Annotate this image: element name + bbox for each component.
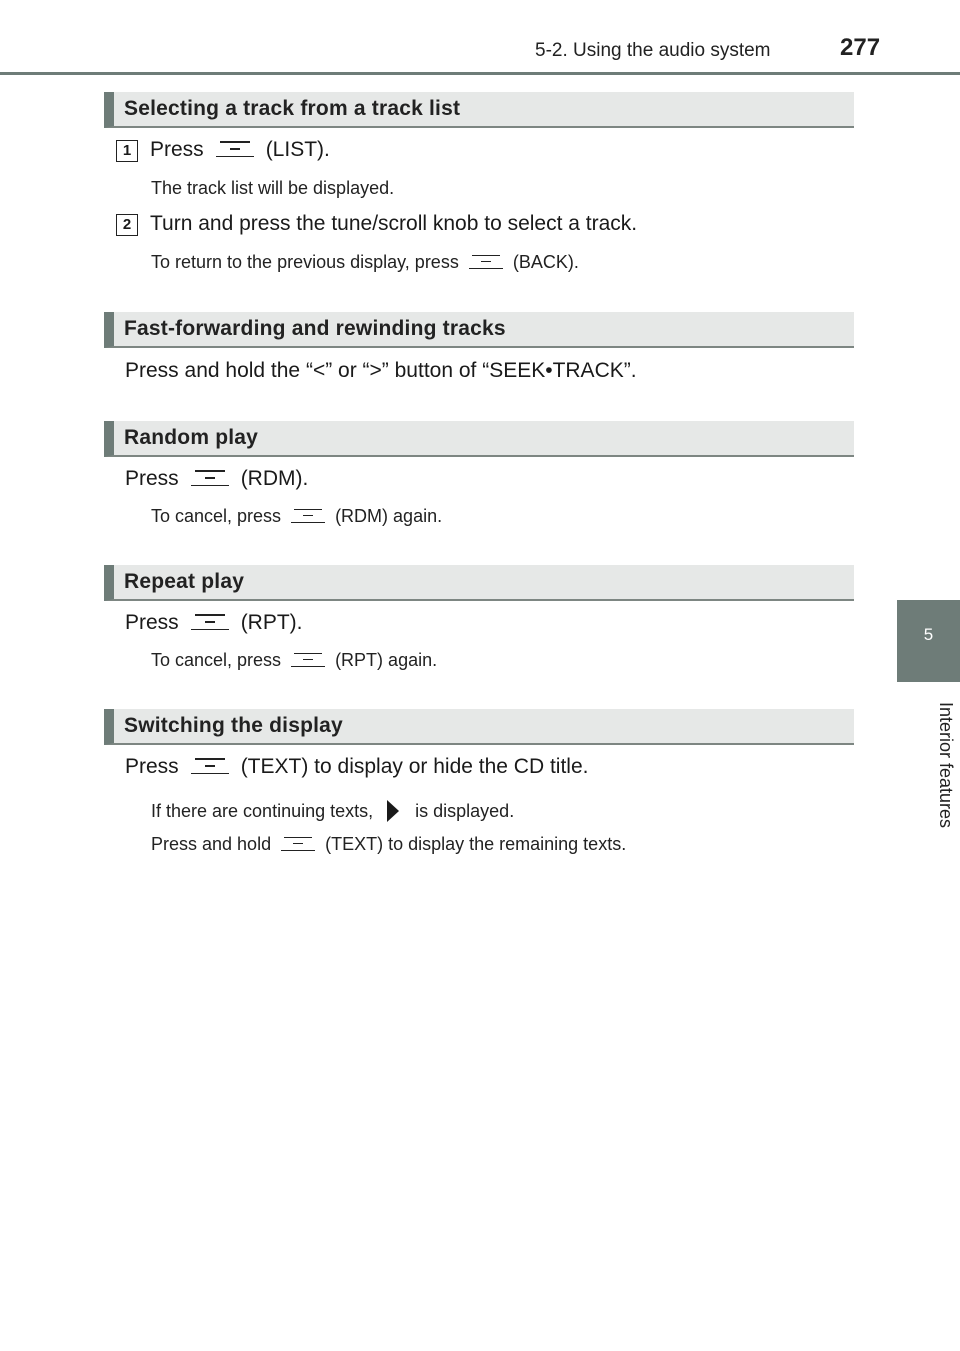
display-post: (TEXT) to display or hide the CD title. — [240, 755, 589, 778]
step-number-2: 2 — [116, 214, 138, 236]
display-note2-pre: Press and hold — [151, 834, 272, 854]
step1-note: The track list will be displayed. — [151, 178, 395, 198]
repeat-note-pre: To cancel, press — [151, 650, 282, 670]
text-button-icon-small — [281, 839, 315, 851]
chapter-label — [900, 690, 956, 840]
random-note — [151, 506, 442, 527]
step2-note — [151, 252, 579, 273]
chapter-label-text: Interior features — [936, 701, 956, 829]
section-title-track-list — [104, 92, 854, 128]
step1-text — [150, 138, 330, 162]
repeat-pre: Press — [125, 611, 179, 634]
back-button-icon — [469, 257, 503, 269]
section-title-display — [104, 709, 854, 745]
step2-note-post: (BACK). — [512, 252, 579, 272]
text-button-icon — [191, 760, 229, 774]
section-title-fast-forward — [104, 312, 854, 348]
step-number-1: 1 — [116, 140, 138, 162]
rpt-button-icon — [191, 616, 229, 630]
section-title-text: Switching the display — [124, 714, 343, 737]
random-note-pre: To cancel, press — [151, 506, 282, 526]
fast-forward-text: Press and hold the “<” or “>” button of “SEEK•TRACK”. — [125, 359, 637, 382]
section-title-text: Fast-forwarding and rewinding tracks — [124, 317, 506, 340]
display-text — [125, 755, 588, 779]
section-title-text: Repeat play — [124, 570, 245, 593]
section-title-text: Random play — [124, 426, 259, 449]
section-title-random — [104, 421, 854, 457]
list-button-icon — [216, 143, 254, 157]
random-post: (RDM). — [240, 467, 309, 490]
section-title-text: Selecting a track from a track list — [124, 97, 461, 120]
repeat-note-post: (RPT) again. — [335, 650, 438, 670]
display-pre: Press — [125, 755, 179, 778]
rdm-button-icon — [191, 472, 229, 486]
step1-post: (LIST). — [265, 138, 330, 161]
header-rule — [0, 72, 960, 75]
rdm-button-icon-small — [291, 511, 325, 523]
display-note1-post: is displayed. — [415, 800, 515, 821]
rpt-button-icon-small — [291, 655, 325, 667]
step1-pre: Press — [150, 138, 204, 161]
random-text — [125, 467, 308, 491]
display-note-2 — [151, 834, 626, 855]
chapter-tab: 5 — [897, 600, 960, 682]
repeat-post: (RPT). — [240, 611, 303, 634]
page-number: 277 — [840, 34, 881, 61]
repeat-note — [151, 650, 437, 671]
random-pre: Press — [125, 467, 179, 490]
header-title: 5-2. Using the audio system — [535, 40, 771, 61]
display-note2-post: (TEXT) to display the remaining texts. — [325, 834, 627, 854]
repeat-text — [125, 611, 303, 635]
step2-text: Turn and press the tune/scroll knob to select a track. — [150, 212, 638, 235]
continue-arrow-icon — [385, 798, 401, 824]
section-title-repeat — [104, 565, 854, 601]
display-note1-pre: If there are continuing texts, — [151, 800, 374, 821]
random-note-post: (RDM) again. — [335, 506, 443, 526]
step2-note-pre: To return to the previous display, press — [151, 252, 459, 272]
display-note-1 — [151, 798, 514, 824]
